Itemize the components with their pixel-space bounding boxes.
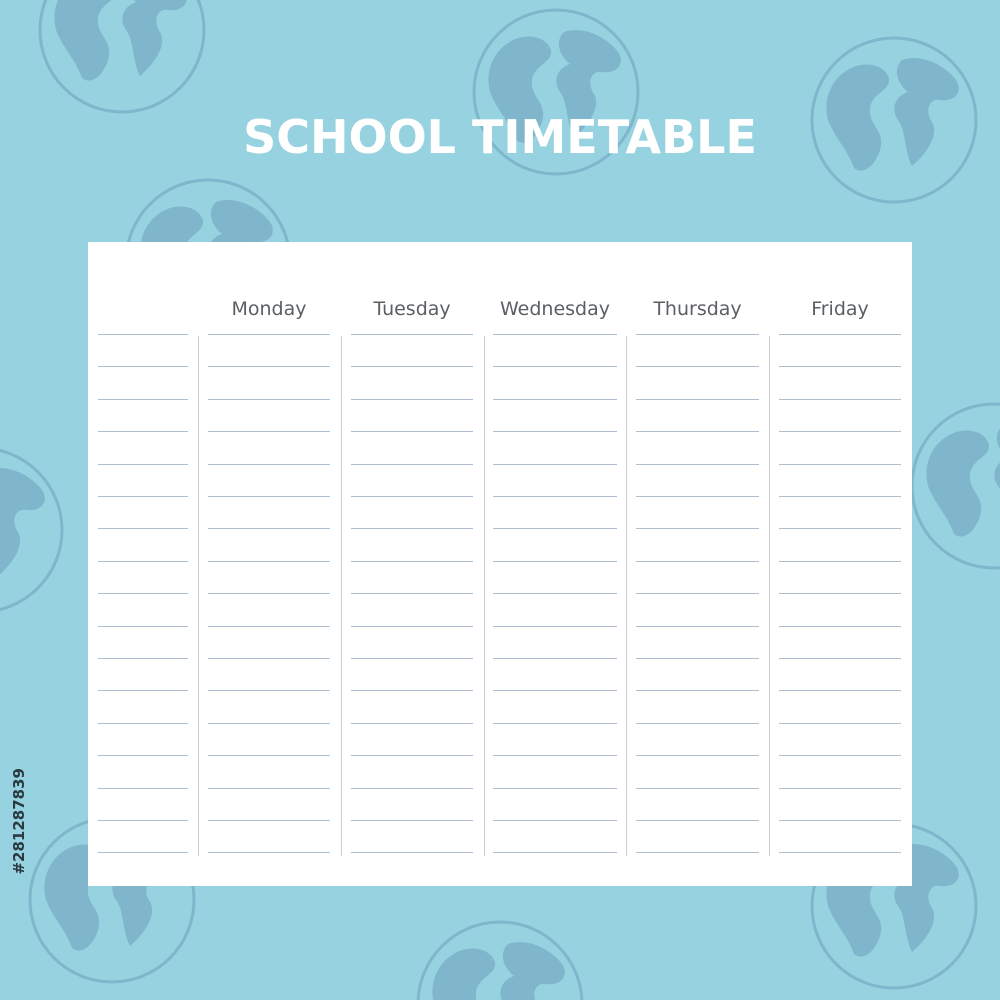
day-label-friday: Friday [811, 298, 869, 320]
rule-line [636, 852, 759, 853]
rule-line [779, 561, 901, 562]
rule-line [493, 399, 617, 400]
column-divider [769, 336, 770, 856]
day-label-thursday: Thursday [653, 298, 742, 320]
rule-line [636, 366, 759, 367]
rule-line [351, 399, 473, 400]
rule-line [493, 723, 617, 724]
rule-line [208, 431, 330, 432]
rule-line [98, 366, 188, 367]
rule-line [493, 658, 617, 659]
rule-line [493, 852, 617, 853]
rule-line [351, 593, 473, 594]
rule-line [636, 690, 759, 691]
rule-line [208, 334, 330, 335]
rule-line [493, 464, 617, 465]
rule-line [636, 723, 759, 724]
rule-line [779, 399, 901, 400]
rule-line [208, 366, 330, 367]
rule-line [98, 399, 188, 400]
rule-line [98, 852, 188, 853]
rule-line [779, 658, 901, 659]
rule-line [98, 788, 188, 789]
rule-line [493, 528, 617, 529]
rule-line [636, 820, 759, 821]
rule-line [779, 593, 901, 594]
day-column-tuesday [351, 242, 473, 886]
rule-line [779, 431, 901, 432]
rule-line [208, 788, 330, 789]
rule-line [351, 755, 473, 756]
rule-line [779, 496, 901, 497]
rule-line [779, 788, 901, 789]
day-column-monday [208, 242, 330, 886]
rule-line [493, 431, 617, 432]
rule-line [98, 820, 188, 821]
page-title: SCHOOL TIMETABLE [243, 110, 757, 164]
rule-line [636, 464, 759, 465]
rule-line [351, 496, 473, 497]
column-divider [626, 336, 627, 856]
rule-line [779, 464, 901, 465]
rule-line [636, 593, 759, 594]
rule-line [208, 852, 330, 853]
rule-line [351, 690, 473, 691]
day-column-wednesday [493, 242, 617, 886]
rule-line [208, 464, 330, 465]
rule-line [351, 658, 473, 659]
rule-line [779, 334, 901, 335]
rule-line [493, 593, 617, 594]
rule-line [636, 334, 759, 335]
rule-line [779, 626, 901, 627]
rule-line [493, 366, 617, 367]
rule-line [351, 431, 473, 432]
rule-line [779, 755, 901, 756]
timetable-sheet [88, 242, 912, 886]
rule-line [208, 561, 330, 562]
rule-line [98, 528, 188, 529]
rule-line [208, 399, 330, 400]
rule-line [208, 755, 330, 756]
rule-line [493, 626, 617, 627]
rule-line [493, 496, 617, 497]
day-column-friday [779, 242, 901, 886]
rule-line [98, 334, 188, 335]
rule-line [493, 755, 617, 756]
rule-line [779, 528, 901, 529]
rule-line [208, 723, 330, 724]
column-divider [198, 336, 199, 856]
day-label-tuesday: Tuesday [373, 298, 451, 320]
rule-line [98, 431, 188, 432]
rule-line [98, 561, 188, 562]
rule-line [493, 788, 617, 789]
day-label-wednesday: Wednesday [499, 298, 610, 320]
rule-line [493, 690, 617, 691]
rule-line [98, 658, 188, 659]
rule-line [98, 626, 188, 627]
rule-line [351, 626, 473, 627]
column-divider [484, 336, 485, 856]
rule-line [779, 852, 901, 853]
rule-line [208, 690, 330, 691]
rule-line [351, 788, 473, 789]
rule-line [636, 528, 759, 529]
rule-line [351, 528, 473, 529]
rule-line [208, 820, 330, 821]
rule-line [98, 690, 188, 691]
side-id-text: #281287839 [10, 768, 28, 875]
rule-line [351, 366, 473, 367]
rule-line [351, 561, 473, 562]
rule-line [208, 496, 330, 497]
rule-line [208, 593, 330, 594]
rule-line [636, 755, 759, 756]
rule-line [351, 334, 473, 335]
rule-line [779, 820, 901, 821]
rule-line [636, 626, 759, 627]
rule-line [636, 496, 759, 497]
rule-line [208, 658, 330, 659]
rule-line [493, 820, 617, 821]
rule-line [779, 366, 901, 367]
rule-line [208, 528, 330, 529]
rule-line [493, 334, 617, 335]
rule-line [351, 723, 473, 724]
day-label-monday: Monday [231, 298, 307, 320]
column-divider [341, 336, 342, 856]
rule-line [351, 464, 473, 465]
rule-line [779, 723, 901, 724]
rule-line [636, 399, 759, 400]
rule-line [98, 755, 188, 756]
rule-line [351, 852, 473, 853]
time-column [98, 242, 188, 886]
rule-line [636, 788, 759, 789]
rule-line [351, 820, 473, 821]
rule-line [98, 723, 188, 724]
rule-line [636, 658, 759, 659]
rule-line [98, 593, 188, 594]
rule-line [208, 626, 330, 627]
rule-line [779, 690, 901, 691]
rule-line [98, 496, 188, 497]
day-column-thursday [636, 242, 759, 886]
rule-line [493, 561, 617, 562]
rule-line [636, 561, 759, 562]
rule-line [98, 464, 188, 465]
rule-line [636, 431, 759, 432]
